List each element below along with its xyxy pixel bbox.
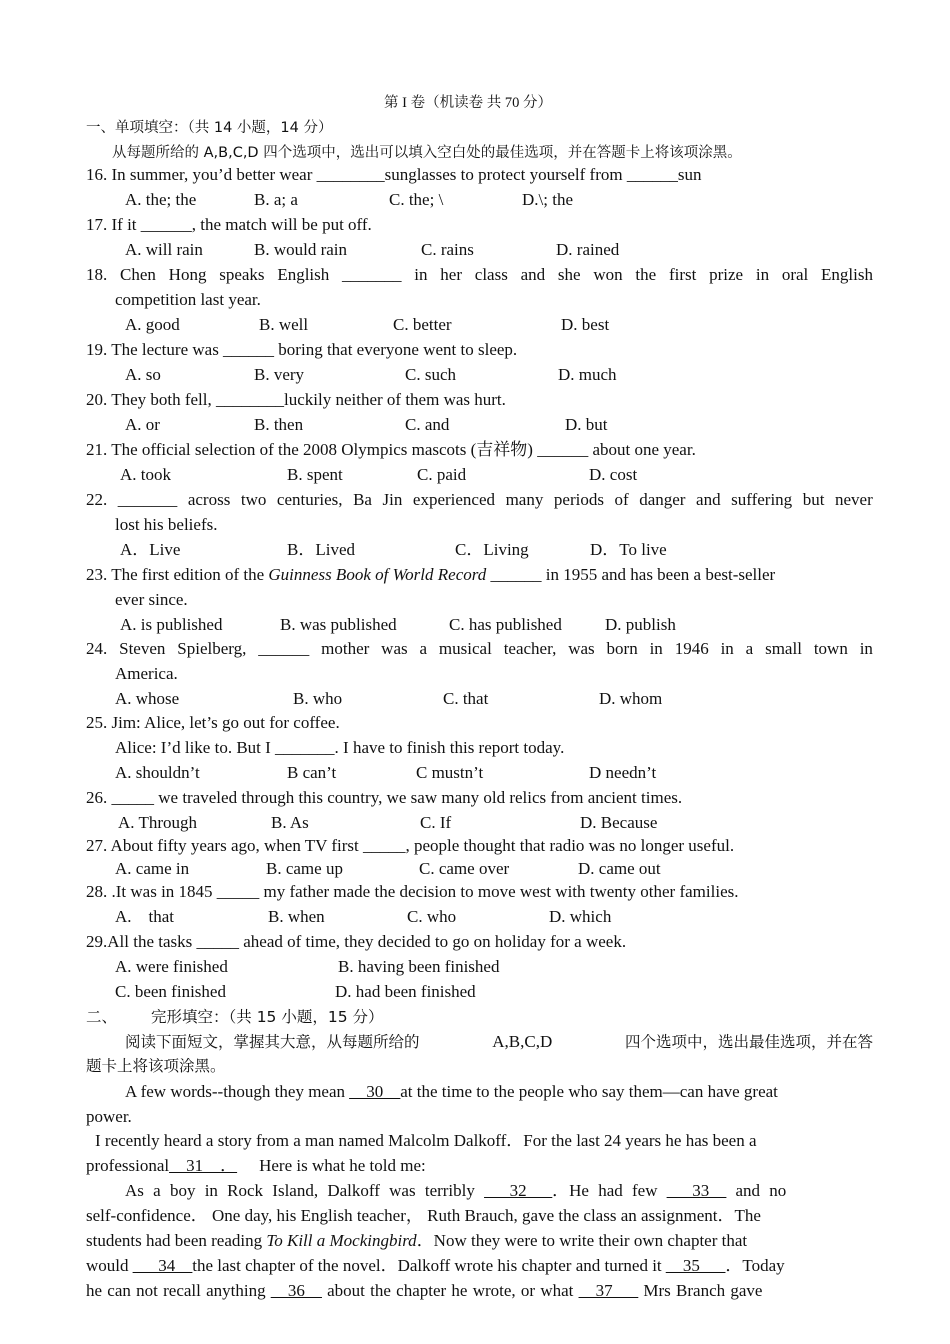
option-b[interactable]: B. was published [280, 615, 397, 634]
option-d[interactable]: D. came out [578, 859, 661, 878]
question-22-stem-cont: lost his beliefs. [115, 515, 218, 534]
question-28-stem: 28. .It was in 1845 _____ my father made the decision to move west with twenty other families. [86, 882, 739, 901]
option-d[interactable]: D.\; the [522, 190, 573, 209]
blank-37[interactable]: __37___ [578, 1281, 639, 1300]
option-b[interactable]: B can’t [287, 763, 337, 782]
option-d[interactable]: D. had been finished [335, 982, 476, 1001]
option-b[interactable]: B. a; a [254, 190, 298, 209]
option-a[interactable]: A．Live [120, 540, 181, 559]
option-a[interactable]: A. so [125, 365, 161, 384]
option-c[interactable]: C. and [405, 415, 450, 434]
option-c[interactable]: C. has published [449, 615, 562, 634]
blank-33[interactable]: ___33__ [666, 1181, 727, 1200]
question-23-stem-cont: ever since. [115, 590, 188, 609]
blank-30[interactable]: __30__ [349, 1082, 401, 1101]
blank-36[interactable]: __36__ [270, 1281, 322, 1300]
option-b[interactable]: B. As [271, 813, 309, 832]
option-d[interactable]: D. rained [556, 240, 620, 259]
option-c[interactable]: C. came over [419, 859, 510, 878]
option-a[interactable]: A. good [125, 315, 180, 334]
option-d[interactable]: D. whom [599, 689, 663, 708]
option-b[interactable]: B. who [293, 689, 343, 708]
section1-instruction: 从每题所给的 A,B,C,D 四个选项中，选出可以填入空白处的最佳选项，并在答题卡上将该项涂黑。 [112, 145, 742, 161]
question-22-stem: 22. _______ across two centuries, Ba Jin experienced many periods of danger and suffering but never [86, 490, 873, 509]
option-c[interactable]: C. that [443, 689, 489, 708]
option-c[interactable]: C. been finished [115, 982, 226, 1001]
option-c[interactable]: C. better [393, 315, 452, 334]
option-a[interactable]: A. or [125, 415, 160, 434]
option-c[interactable]: C. If [420, 813, 452, 832]
section2-instruction: 阅读下面短文，掌握其大意，从每题所给的 A,B,C,D 四个选项中，选出最佳选项，并在答 [125, 1032, 873, 1051]
option-a[interactable]: A. will rain [125, 240, 203, 259]
question-29-stem: 29.All the tasks _____ ahead of time, they decided to go on holiday for a week. [86, 932, 627, 951]
passage-line: I recently heard a story from a man named Malcolm Dalkoff．For the last 24 years he has been a [95, 1131, 757, 1150]
option-d[interactable]: D. publish [605, 615, 676, 634]
option-d[interactable]: D needn’t [589, 763, 657, 782]
option-d[interactable]: D. but [565, 415, 608, 434]
option-a[interactable]: A. that [115, 907, 175, 926]
section2-instruction-cont: 题卡上将该项涂黑。 [86, 1057, 226, 1075]
question-18-stem-cont: competition last year. [115, 290, 261, 309]
option-a[interactable]: A. took [120, 465, 171, 484]
passage-line: students had been reading To Kill a Mockingbird．Now they were to write their own chapter that [86, 1231, 748, 1250]
option-a[interactable]: A. came in [115, 859, 190, 878]
question-16-stem: 16. In summer, you’d better wear ________sunglasses to protect yourself from ______sun [86, 165, 702, 184]
option-a[interactable]: A. is published [120, 615, 223, 634]
passage-line: he can not recall anything __36__ about the chapter he wrote, or what __37___ Mrs Branch gave [86, 1281, 763, 1300]
option-c[interactable]: C. such [405, 365, 456, 384]
passage-line: power. [86, 1107, 132, 1126]
option-a[interactable]: A. whose [115, 689, 180, 708]
option-a[interactable]: A. the; the [125, 190, 197, 209]
question-26-stem: 26. _____ we traveled through this country, we saw many old relics from ancient times. [86, 788, 683, 807]
blank-35[interactable]: __35___ [665, 1256, 726, 1275]
passage-line: self-confidence． One day, his English teacher， Ruth Brauch, gave the class an assignment．The [86, 1206, 761, 1225]
option-d[interactable]: D. which [549, 907, 612, 926]
section1-heading: 一、单项填空：（共 14 小题，14 分） [86, 120, 333, 136]
option-c[interactable]: C. the; \ [389, 190, 444, 209]
passage-line: As a boy in Rock Island, Dalkoff was terribly ___32___．He had few ___33__ and no [125, 1181, 787, 1200]
option-a[interactable]: A. were finished [115, 957, 228, 976]
question-24-stem: 24. Steven Spielberg, ______ mother was a musical teacher, was born in 1946 in a small town in [86, 639, 873, 658]
option-b[interactable]: B. well [259, 315, 309, 334]
question-20-stem: 20. They both fell, ________luckily neither of them was hurt. [86, 390, 506, 409]
option-b[interactable]: B. would rain [254, 240, 348, 259]
option-b[interactable]: B. came up [266, 859, 343, 878]
option-a[interactable]: A. Through [118, 813, 198, 832]
question-25-stem: 25. Jim: Alice, let’s go out for coffee. [86, 713, 340, 732]
question-27-stem: 27. About fifty years ago, when TV first _____, people thought that radio was no longer useful. [86, 836, 735, 855]
option-d[interactable]: D. best [561, 315, 610, 334]
question-21-stem: 21. The official selection of the 2008 Olympics mascots (吉祥物) ______ about one year. [86, 440, 696, 459]
option-c[interactable]: C．Living [455, 540, 529, 559]
option-b[interactable]: B. when [268, 907, 325, 926]
question-23-stem: 23. The first edition of the Guinness Book of World Record ______ in 1955 and has been a best-seller [86, 565, 776, 584]
blank-32[interactable]: ___32___ [484, 1181, 553, 1200]
section2-heading: 二、 完形填空：（共 15 小题，15 分） [86, 1008, 384, 1026]
option-c[interactable]: C. paid [417, 465, 467, 484]
option-b[interactable]: B. very [254, 365, 305, 384]
blank-34[interactable]: ___34__ [132, 1256, 193, 1275]
option-b[interactable]: B. spent [287, 465, 343, 484]
option-c[interactable]: C. who [407, 907, 457, 926]
option-c[interactable]: C. rains [421, 240, 474, 259]
question-18-stem: 18. Chen Hong speaks English _______ in her class and she won the first prize in oral English [86, 265, 873, 284]
option-b[interactable]: B．Lived [287, 540, 355, 559]
option-a[interactable]: A. shouldn’t [115, 763, 200, 782]
paper-title: 第 I 卷（机读卷 共 70 分） [384, 95, 552, 111]
option-b[interactable]: B. having been finished [338, 957, 500, 976]
question-24-stem-cont: America. [115, 664, 178, 683]
passage-line: professional__31__． Here is what he told me: [86, 1156, 426, 1175]
option-d[interactable]: D. much [558, 365, 617, 384]
option-d[interactable]: D．To live [590, 540, 667, 559]
passage-line: A few words--though they mean __30__at the time to the people who say them—can have great [125, 1082, 778, 1101]
blank-31[interactable]: __31__． [169, 1156, 238, 1175]
question-17-stem: 17. If it ______, the match will be put off. [86, 215, 372, 234]
question-25-stem-cont: Alice: I’d like to. But I _______. I have to finish this report today. [115, 738, 565, 757]
option-d[interactable]: D. Because [580, 813, 658, 832]
option-d[interactable]: D. cost [589, 465, 638, 484]
question-19-stem: 19. The lecture was ______ boring that everyone went to sleep. [86, 340, 518, 359]
passage-line: would ___34__the last chapter of the novel．Dalkoff wrote his chapter and turned it __35___．Today [86, 1256, 785, 1275]
option-c[interactable]: C mustn’t [416, 763, 484, 782]
option-b[interactable]: B. then [254, 415, 304, 434]
